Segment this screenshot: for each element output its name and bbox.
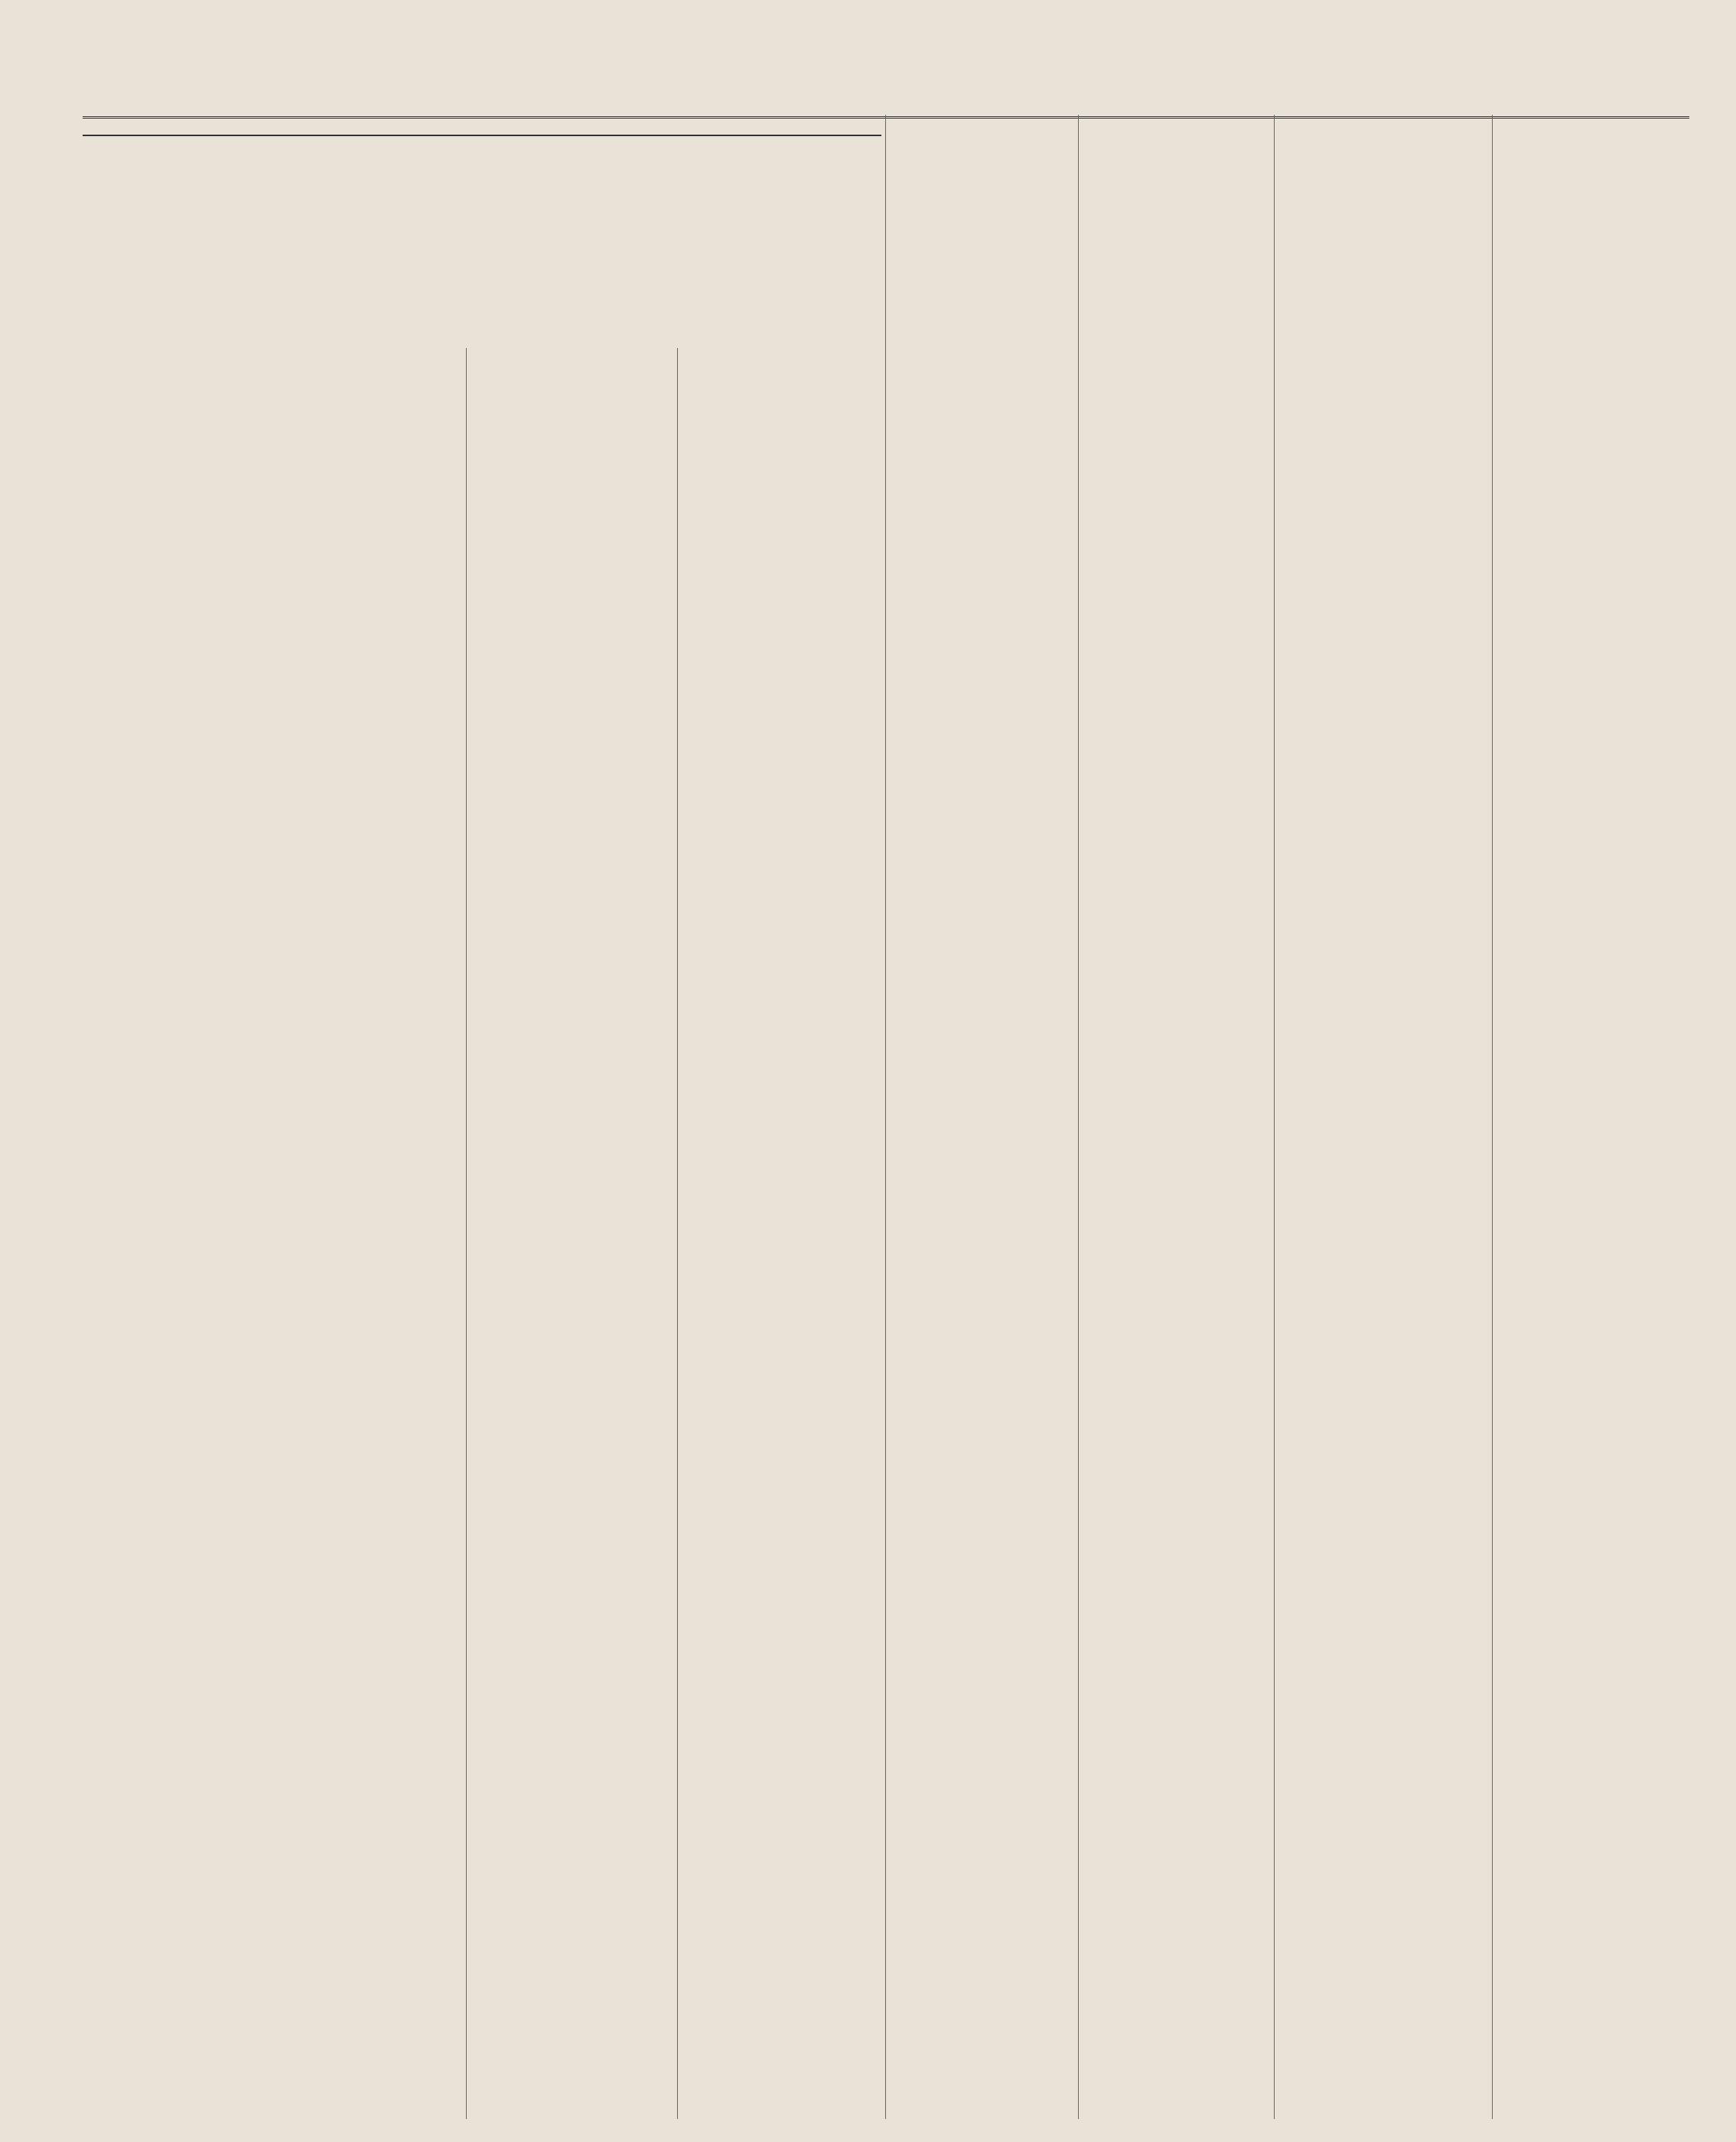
- alexandria-news-column: [1082, 116, 1271, 2118]
- church-news-column: [681, 350, 881, 2118]
- ads-column: [1496, 116, 1728, 2118]
- column-rule: [1492, 115, 1493, 2119]
- column-rule: [1274, 115, 1275, 2119]
- page-folio: [83, 90, 1689, 119]
- masthead: [83, 116, 881, 346]
- column-rule: [885, 115, 886, 2119]
- small-church-column: [470, 350, 673, 2118]
- bible-verse: [83, 130, 881, 136]
- column-rule: [466, 348, 467, 2119]
- church-directory-column: [83, 350, 462, 2118]
- fraternal-news-column: [1278, 116, 1489, 2118]
- catholic-alexandria-column: [889, 116, 1075, 2118]
- column-rule: [1078, 115, 1079, 2119]
- column-rule: [677, 348, 678, 2119]
